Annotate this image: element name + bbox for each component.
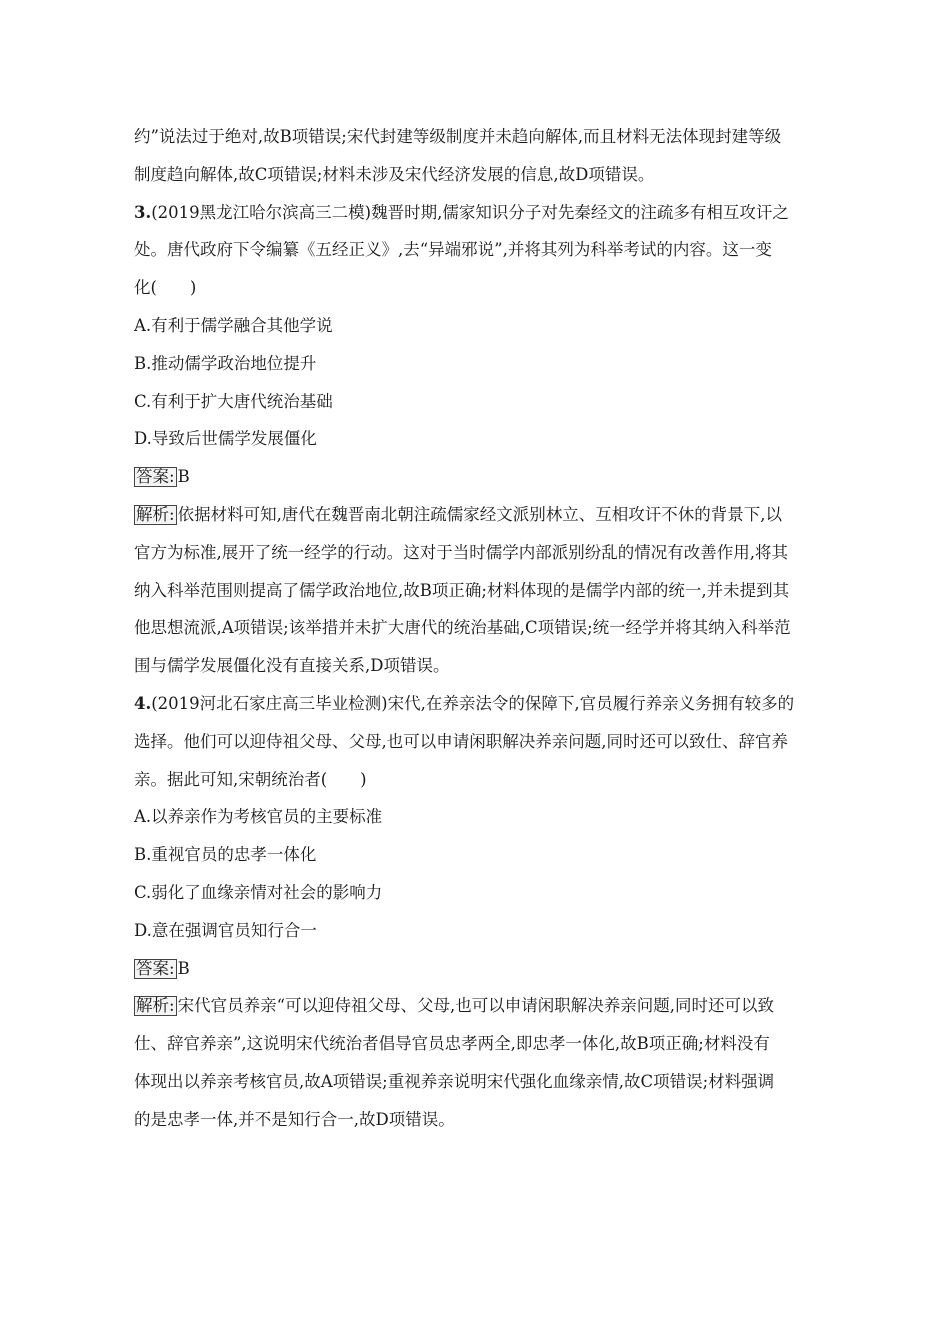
previous-analysis-continuation bbox=[134, 118, 824, 194]
answer-value: B bbox=[177, 467, 190, 487]
analysis-line: 围与儒学发展僵化没有直接关系,D项错误。 bbox=[134, 656, 450, 676]
analysis-line: 他思想流派,A项错误;该举措并未扩大唐代的统治基础,C项错误;统一经学并将其纳入科举范 bbox=[134, 618, 791, 638]
question-stem-line: 3.(2019黑龙江哈尔滨高三二模)魏晋时期,儒家知识分子对先秦经文的注疏多有相互攻讦之 bbox=[134, 202, 789, 222]
option-c: C.有利于扩大唐代统治基础 bbox=[134, 391, 333, 411]
analysis-line: 的是忠孝一体,并不是知行合一,故D项错误。 bbox=[134, 1109, 455, 1129]
analysis-line: 解析: 依据材料可知,唐代在魏晋南北朝注疏儒家经文派别林立、互相攻讦不休的背景下,以 bbox=[136, 504, 783, 524]
question-number: 3. bbox=[134, 202, 152, 222]
option-b: B.重视官员的忠孝一体化 bbox=[134, 845, 317, 865]
question-stem-line: 选择。他们可以迎侍祖父母、父母,也可以申请闲职解决养亲问题,同时还可以致仕、辞官养 bbox=[134, 731, 788, 751]
question-stem-line: 亲。据此可知,宋朝统治者( ) bbox=[134, 769, 367, 789]
answer-line bbox=[134, 458, 824, 496]
answer-label: 答案: bbox=[136, 467, 175, 487]
question-stem-line: 处。唐代政府下令编纂《五经正义》,去“异端邪说”,并将其列为科举考试的内容。这一变 bbox=[134, 240, 772, 260]
analysis-line: 官方为标准,展开了统一经学的行动。这对于当时儒学内部派别纷乱的情况有改善作用,将其 bbox=[134, 542, 788, 562]
analysis-label: 解析: bbox=[136, 504, 175, 524]
option-d: D.导致后世儒学发展僵化 bbox=[134, 429, 317, 449]
question-stem-line: 4.(2019河北石家庄高三毕业检测)宋代,在养亲法令的保障下,官员履行养亲义务拥有较多的 bbox=[134, 693, 795, 713]
question-stem-line: 化( ) bbox=[134, 278, 197, 298]
answer-value: B bbox=[177, 958, 190, 978]
document-page bbox=[134, 118, 824, 1139]
option-d: D.意在强调官员知行合一 bbox=[134, 920, 317, 940]
analysis-line: 体现出以养亲考核官员,故A项错误;重视养亲说明宋代强化血缘亲情,故C项错误;材料强调 bbox=[134, 1071, 775, 1091]
text-line: 制度趋向解体,故C项错误;材料未涉及宋代经济发展的信息,故D项错误。 bbox=[134, 164, 655, 184]
answer-label: 答案: bbox=[136, 958, 175, 978]
analysis-line: 纳入科举范围则提高了儒学政治地位,故B项正确;材料体现的是儒学内部的统一,并未提到其 bbox=[134, 580, 790, 600]
analysis-line: 解析: 宋代官员养亲“可以迎侍祖父母、父母,也可以申请闲职解决养亲问题,同时还可以致 bbox=[136, 996, 774, 1016]
question-number: 4. bbox=[134, 693, 152, 713]
option-c: C.弱化了血缘亲情对社会的影响力 bbox=[134, 882, 383, 902]
analysis-label: 解析: bbox=[136, 996, 175, 1016]
option-a: A.以养亲作为考核官员的主要标准 bbox=[134, 807, 383, 827]
analysis-line: 仕、辞官养亲”,这说明宋代统治者倡导官员忠孝两全,即忠孝一体化,故B项正确;材料没有 bbox=[134, 1034, 770, 1054]
text-line: 约”说法过于绝对,故B项错误;宋代封建等级制度并未趋向解体,而且材料无法体现封建等级 bbox=[134, 127, 782, 146]
question-3 bbox=[134, 194, 824, 685]
option-a: A.有利于儒学融合其他学说 bbox=[134, 315, 333, 335]
option-b: B.推动儒学政治地位提升 bbox=[134, 353, 317, 373]
answer-line bbox=[134, 950, 824, 988]
question-4 bbox=[134, 685, 824, 1139]
